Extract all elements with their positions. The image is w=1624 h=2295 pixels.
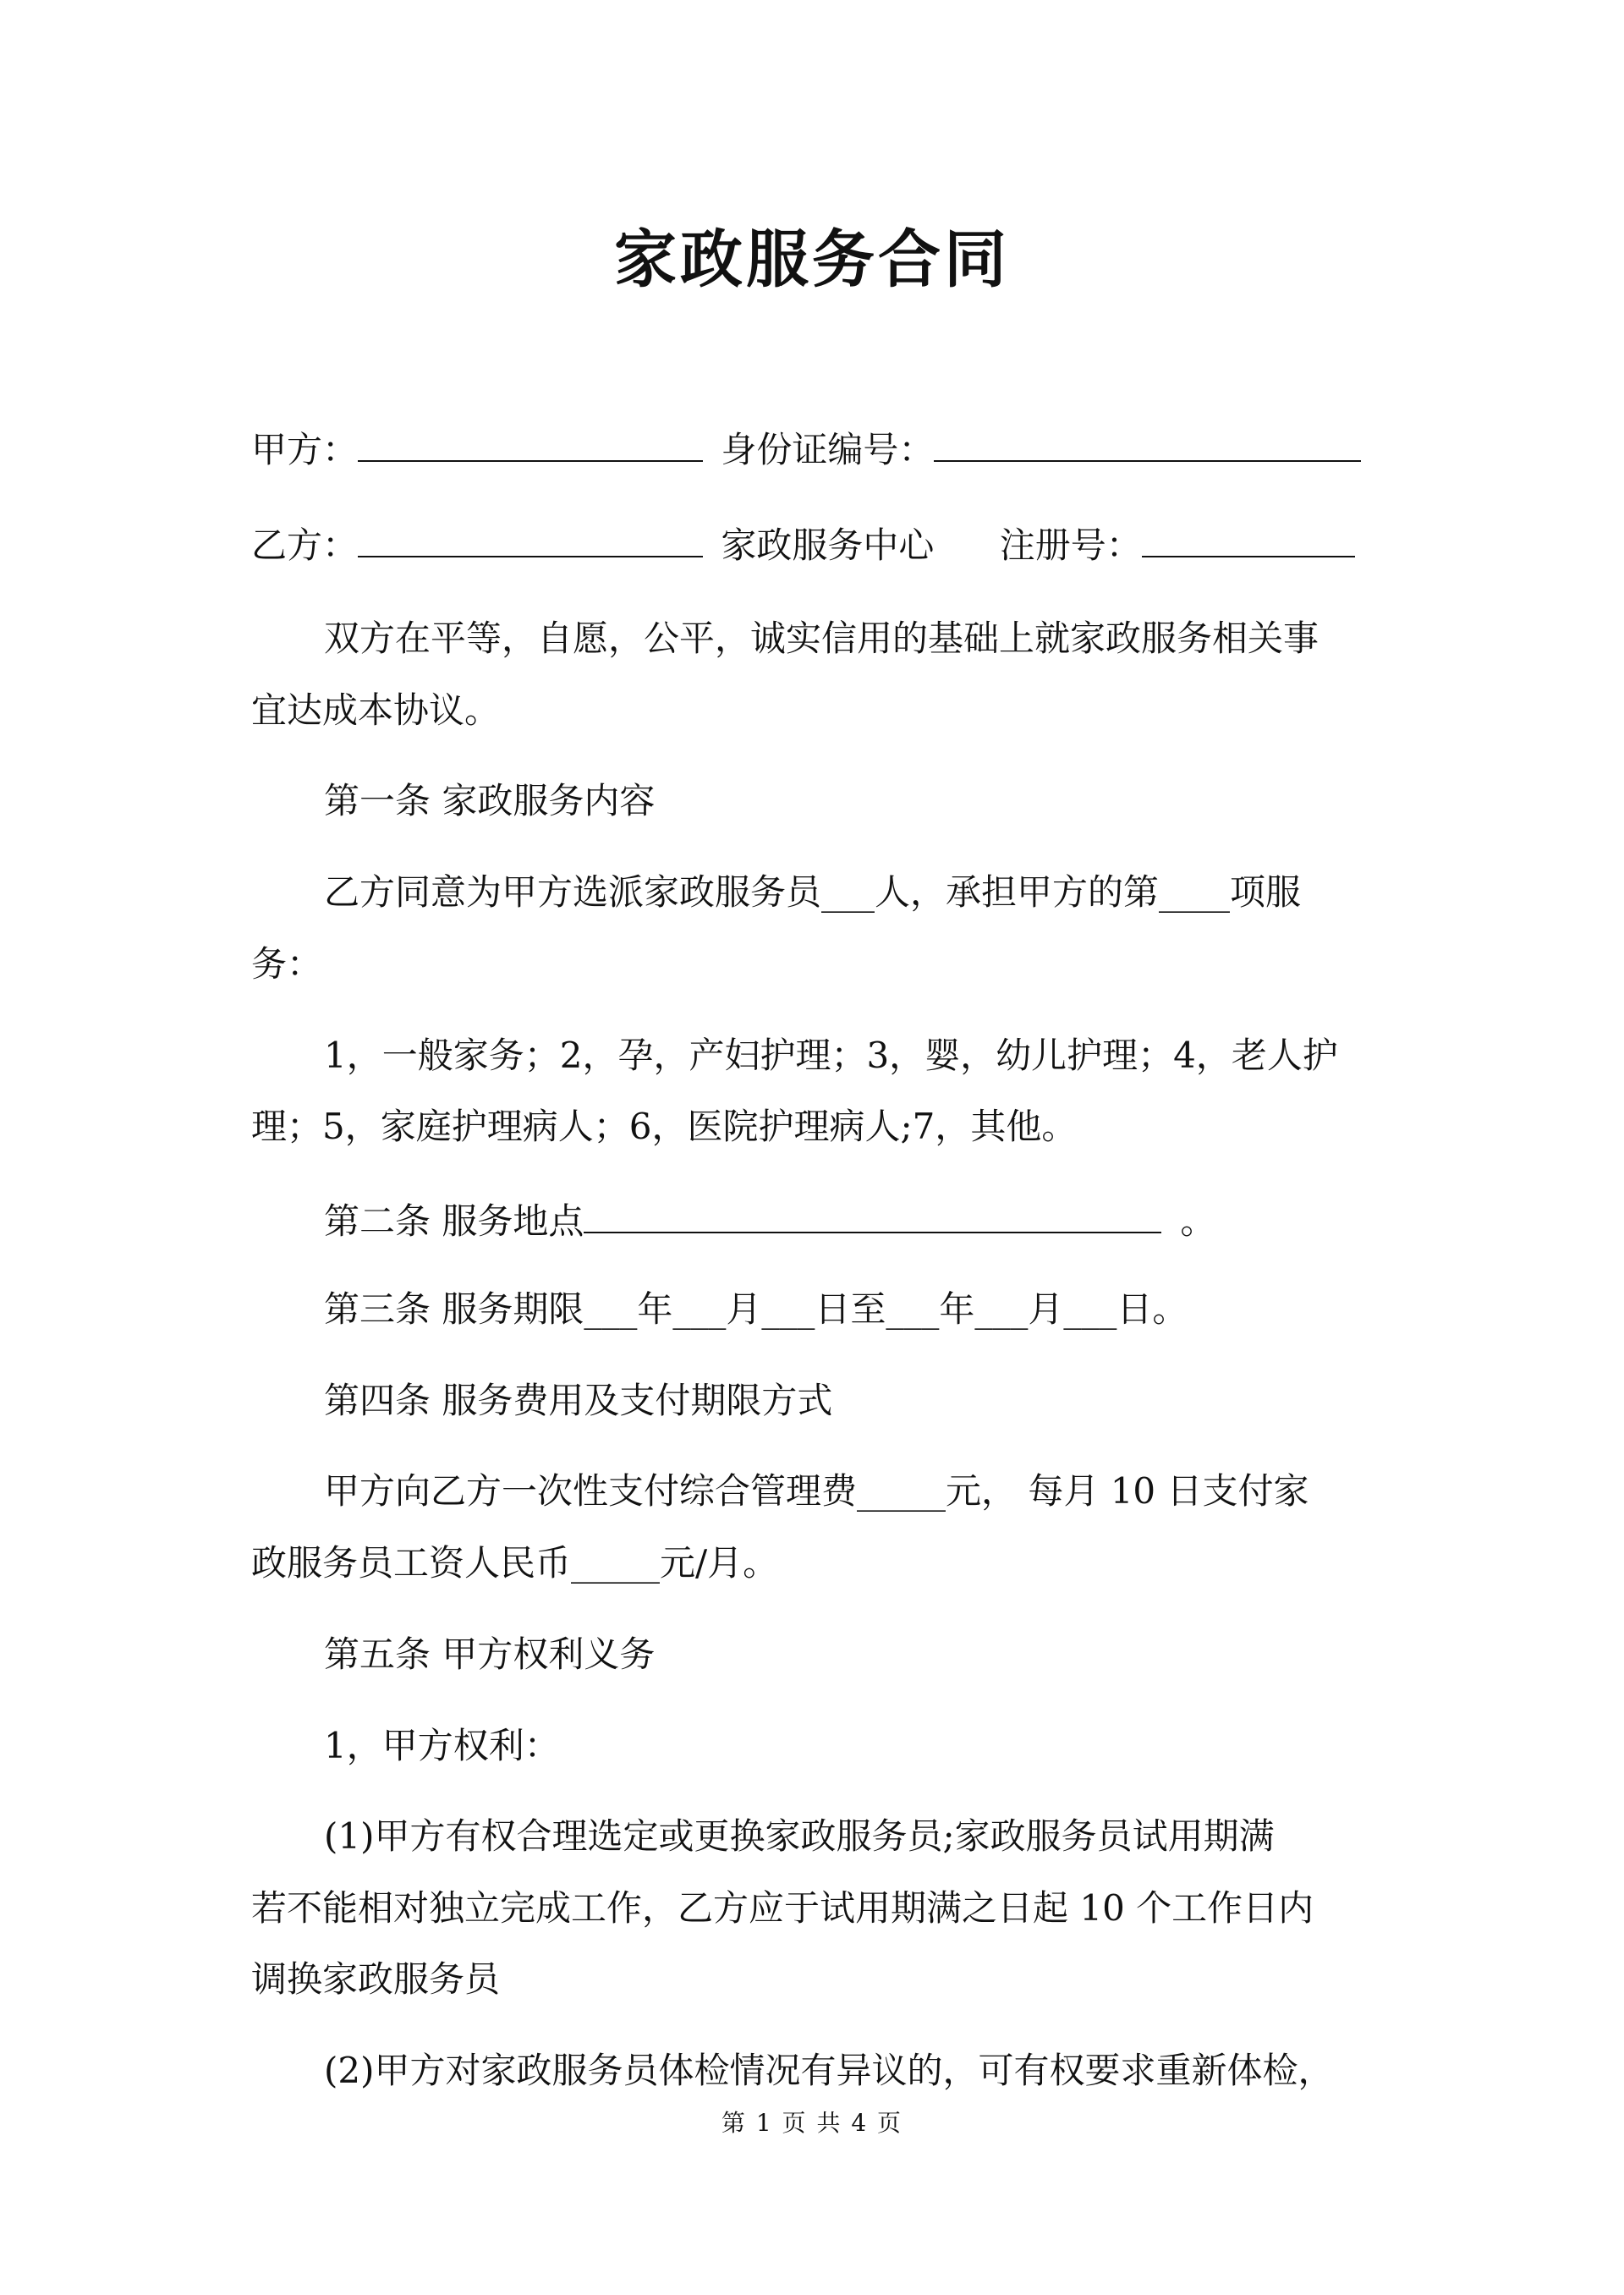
article-5-sub-1: 1，甲方权利：: [324, 1725, 560, 1766]
page-footer: 第 1 页 共 4 页: [721, 2109, 903, 2137]
party-b-center-label: 家政服务中心: [721, 524, 935, 566]
party-a-id-blank: [934, 421, 1361, 462]
party-b-label: 乙方：: [251, 524, 359, 566]
article-1-text-line-1: 乙方同意为甲方选派家政服务员___人，承担甲方的第____项服: [324, 871, 1302, 913]
party-a-label: 甲方：: [251, 429, 359, 470]
intro-line-2: 宜达成本协议。: [251, 689, 501, 731]
party-a-line: [251, 421, 1385, 475]
article-1-heading: 第一条 家政服务内容: [324, 780, 656, 821]
article-4-line-1: 甲方向乙方一次性支付综合管理费_____元， 每月 10 日支付家: [324, 1470, 1309, 1512]
article-2-end: 。: [1180, 1200, 1216, 1242]
party-a-name-blank: [358, 421, 703, 462]
party-b-name-blank: [358, 517, 703, 557]
document-title: 家政服务合同: [614, 223, 1010, 296]
article-5-heading: 第五条 甲方权利义务: [324, 1633, 656, 1675]
article-5-p1-line-3: 调换家政服务员: [251, 1958, 501, 2000]
service-location-blank: [584, 1193, 1161, 1233]
article-4-line-2: 政服务员工资人民币_____元/月。: [251, 1542, 779, 1584]
party-b-reg-blank: [1142, 517, 1355, 557]
article-1-items-line-1: 1，一般家务；2，孕，产妇护理；3，婴，幼儿护理；4，老人护: [324, 1035, 1338, 1076]
article-4-heading: 第四条 服务费用及支付期限方式: [324, 1380, 833, 1421]
party-b-line: [251, 517, 1385, 571]
article-2-line: [324, 1193, 1385, 1247]
party-b-reg-label: 注册号：: [999, 524, 1142, 566]
article-2-heading: 第二条 服务地点: [324, 1200, 584, 1242]
article-5-p2-line-1: (2)甲方对家政服务员体检情况有异议的，可有权要求重新体检，: [324, 2050, 1334, 2091]
article-1-text-line-2: 务：: [251, 943, 323, 985]
article-5-p1-line-1: (1)甲方有权合理选定或更换家政服务员;家政服务员试用期满: [324, 1815, 1275, 1857]
article-5-p1-line-2: 若不能相对独立完成工作，乙方应于试用期满之日起 10 个工作日内: [251, 1887, 1314, 1929]
article-1-items-line-2: 理；5，家庭护理病人；6，医院护理病人;7，其他。: [251, 1106, 1078, 1147]
article-3-line: 第三条 服务期限___年___月___日至___年___月___日。: [324, 1288, 1188, 1330]
intro-line-1: 双方在平等，自愿，公平，诚实信用的基础上就家政服务相关事: [324, 618, 1320, 659]
party-a-id-label: 身份证编号：: [721, 429, 935, 470]
